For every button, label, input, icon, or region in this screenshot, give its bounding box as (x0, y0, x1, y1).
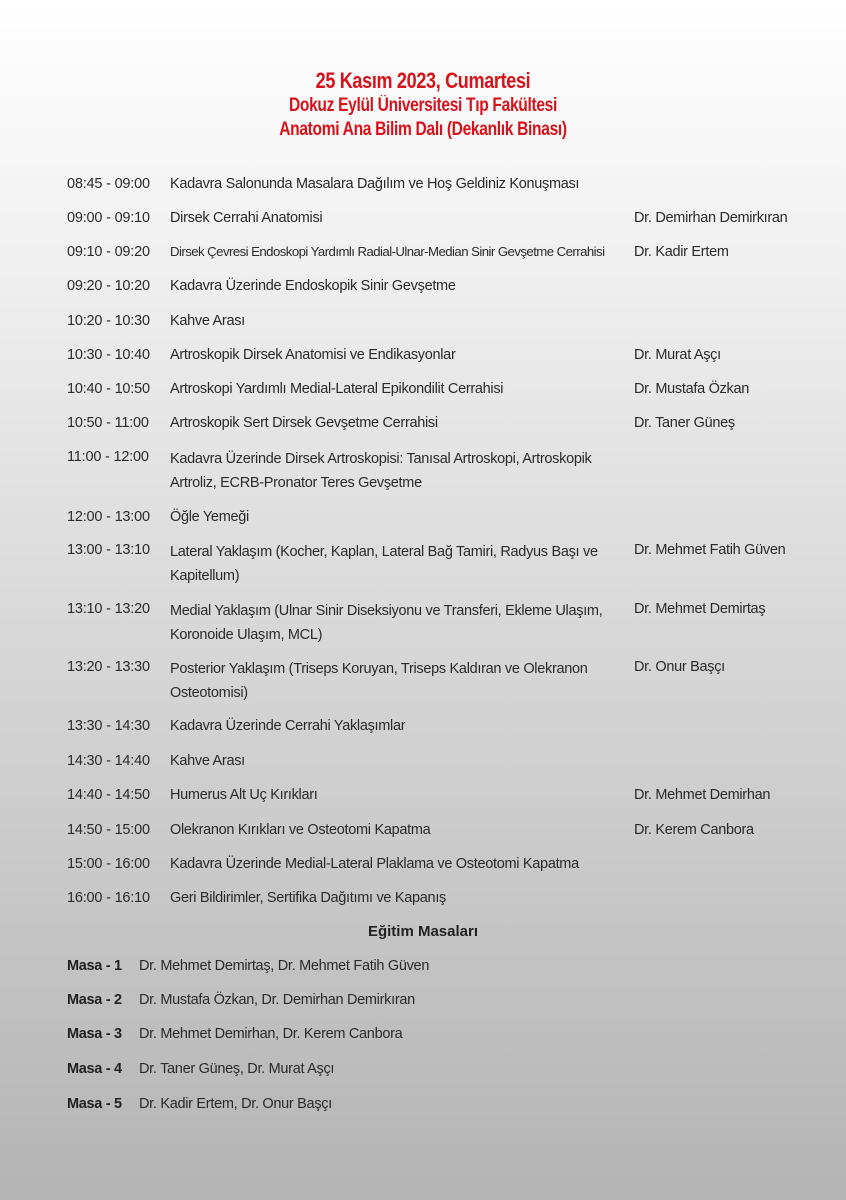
session-title: Kadavra Üzerinde Cerrahi Yaklaşımlar (170, 718, 406, 734)
speaker-name: Dr. Onur Başçı (634, 659, 725, 675)
session-title: Kahve Arası (170, 753, 245, 769)
session-time: 14:30 - 14:40 (67, 753, 150, 769)
session-title: Lateral Yaklaşım (Kocher, Kaplan, Lateral Bağ Tamiri, Radyus Başı ve Kapitellum) (170, 544, 598, 584)
session-time: 13:10 - 13:20 (67, 601, 150, 617)
table-label: Masa - 5 (67, 1096, 122, 1112)
training-table-row (67, 958, 429, 974)
event-date: 25 Kasım 2023, Cumartesi (315, 68, 531, 93)
table-label: Masa - 1 (67, 958, 122, 974)
training-table-row (67, 992, 415, 1008)
session-title: Kadavra Üzerinde Dirsek Artroskopisi: Tanısal Artroskopi, Artroskopik Artroliz, ECRB-Pronator Teres Gevşetme (170, 451, 592, 491)
session-time: 13:30 - 14:30 (67, 718, 150, 734)
speaker-name: Dr. Mehmet Demirhan (634, 787, 771, 803)
session-time: 13:00 - 13:10 (67, 542, 150, 558)
session-title: Dirsek Çevresi Endoskopi Yardımlı Radial-Ulnar-Median Sinir Gevşetme Cerrahisi (170, 244, 605, 259)
speaker-name: Dr. Kerem Canbora (634, 822, 754, 838)
session-time: 09:10 - 09:20 (67, 244, 150, 260)
table-instructors: Dr. Mustafa Özkan, Dr. Demirhan Demirkıran (139, 992, 415, 1008)
speaker-name: Dr. Mehmet Fatih Güven (634, 542, 786, 558)
session-title: Kadavra Üzerinde Endoskopik Sinir Gevşetme (170, 278, 456, 294)
session-time: 10:30 - 10:40 (67, 347, 150, 363)
session-title: Artroskopi Yardımlı Medial-Lateral Epikondilit Cerrahisi (170, 381, 504, 397)
session-title: Artroskopik Sert Dirsek Gevşetme Cerrahisi (170, 415, 438, 431)
speaker-name: Dr. Taner Güneş (634, 415, 735, 431)
venue-department: Anatomi Ana Bilim Dalı (Dekanlık Binası) (279, 119, 567, 140)
table-instructors: Dr. Taner Güneş, Dr. Murat Aşçı (139, 1061, 335, 1077)
session-title: Humerus Alt Uç Kırıkları (170, 787, 318, 803)
table-instructors: Dr. Mehmet Demirhan, Dr. Kerem Canbora (139, 1026, 403, 1042)
speaker-name: Dr. Mustafa Özkan (634, 381, 749, 397)
table-instructors: Dr. Mehmet Demirtaş, Dr. Mehmet Fatih Güven (139, 958, 430, 974)
session-time: 15:00 - 16:00 (67, 856, 150, 872)
session-title: Öğle Yemeği (170, 509, 249, 525)
session-time: 14:40 - 14:50 (67, 787, 150, 803)
session-time: 09:20 - 10:20 (67, 278, 150, 294)
training-table-row (67, 1026, 402, 1042)
speaker-name: Dr. Demirhan Demirkıran (634, 210, 788, 226)
venue-faculty: Dokuz Eylül Üniversitesi Tıp Fakültesi (288, 95, 558, 116)
event-header (0, 68, 846, 142)
table-label: Masa - 4 (67, 1061, 122, 1077)
session-time: 09:00 - 09:10 (67, 210, 150, 226)
session-time: 14:50 - 15:00 (67, 822, 150, 838)
session-time: 11:00 - 12:00 (67, 449, 149, 465)
training-tables-heading: Eğitim Masaları (367, 923, 479, 940)
table-instructors: Dr. Kadir Ertem, Dr. Onur Başçı (139, 1096, 332, 1112)
session-title: Medial Yaklaşım (Ulnar Sinir Diseksiyonu ve Transferi, Ekleme Ulaşım, Koronoide Ulaşım, MCL) (170, 603, 603, 643)
session-time: 10:40 - 10:50 (67, 381, 150, 397)
session-time: 08:45 - 09:00 (67, 176, 150, 192)
speaker-name: Dr. Murat Aşçı (634, 347, 721, 363)
table-label: Masa - 3 (67, 1026, 122, 1042)
training-table-row (67, 1061, 334, 1077)
session-time: 10:50 - 11:00 (67, 415, 149, 431)
training-table-row (67, 1096, 332, 1112)
speaker-name: Dr. Mehmet Demirtaş (634, 601, 766, 617)
session-title: Posterior Yaklaşım (Triseps Koruyan, Triseps Kaldıran ve Olekranon Osteotomisi) (170, 661, 588, 701)
session-title: Artroskopik Dirsek Anatomisi ve Endikasyonlar (170, 347, 456, 363)
session-title: Kadavra Üzerinde Medial-Lateral Plaklama ve Osteotomi Kapatma (170, 856, 579, 872)
session-title: Dirsek Cerrahi Anatomisi (170, 210, 323, 226)
session-title: Kahve Arası (170, 313, 245, 329)
speaker-name: Dr. Kadir Ertem (634, 244, 729, 260)
session-title: Olekranon Kırıkları ve Osteotomi Kapatma (170, 822, 431, 838)
session-time: 16:00 - 16:10 (67, 890, 150, 906)
session-title: Kadavra Salonunda Masalara Dağılım ve Hoş Geldiniz Konuşması (170, 176, 580, 192)
session-time: 10:20 - 10:30 (67, 313, 150, 329)
session-time: 13:20 - 13:30 (67, 659, 150, 675)
session-time: 12:00 - 13:00 (67, 509, 150, 525)
table-label: Masa - 2 (67, 992, 122, 1008)
session-title: Geri Bildirimler, Sertifika Dağıtımı ve Kapanış (170, 890, 446, 906)
